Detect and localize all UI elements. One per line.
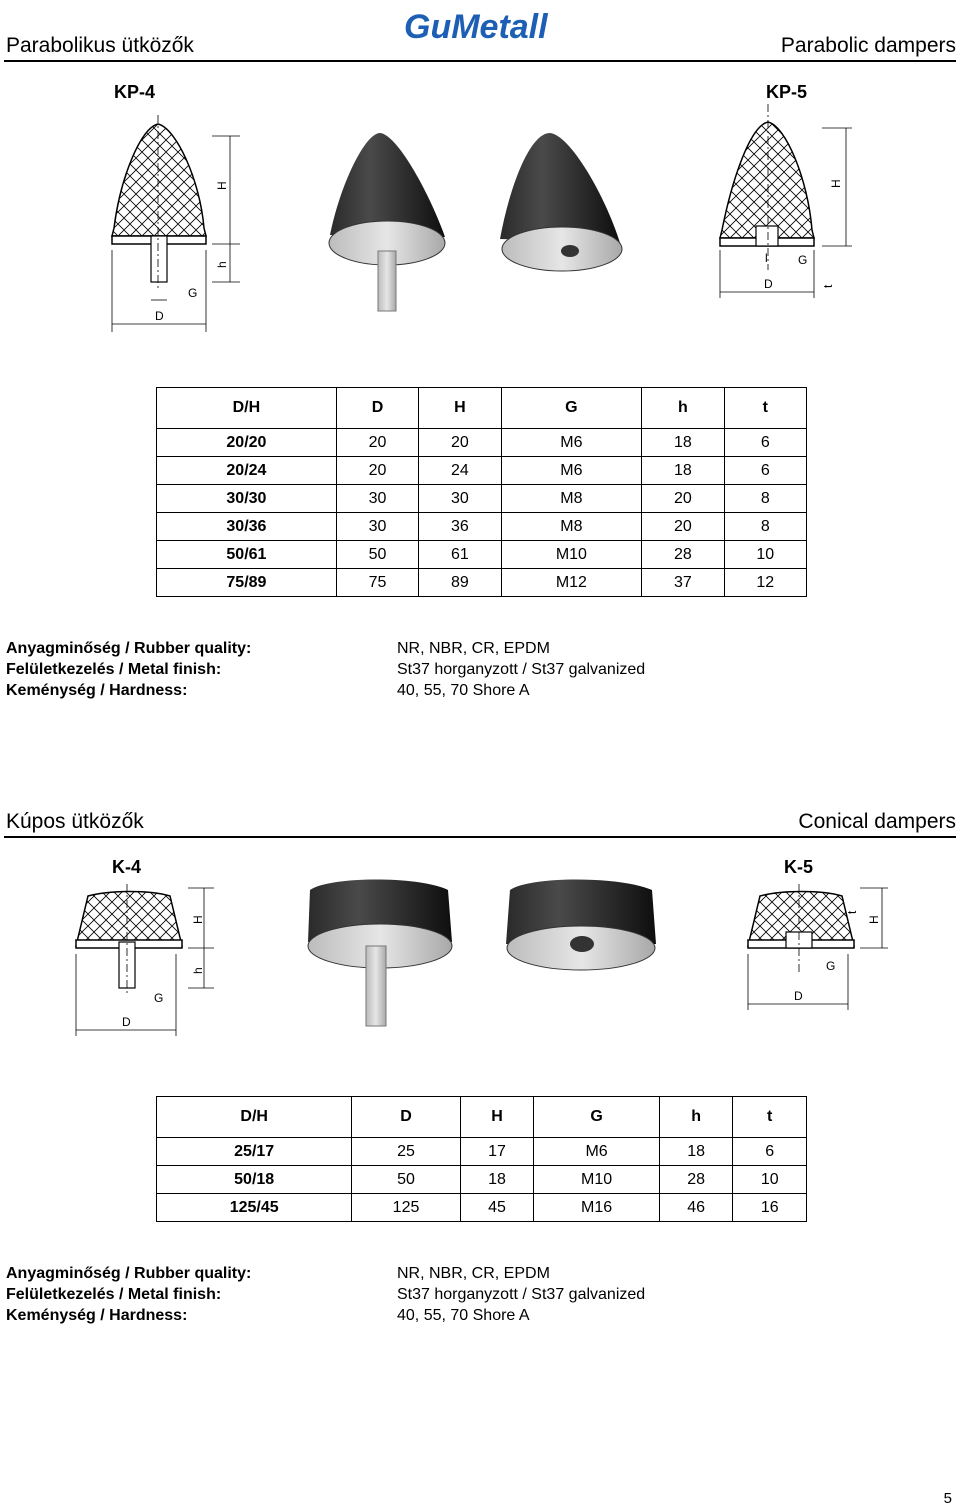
table-row [157,541,807,569]
col-header: t [724,388,806,429]
k5-drawing [742,884,892,1014]
table-row [157,485,807,513]
table-cell: 8 [724,485,806,513]
col-header: H [460,1097,534,1138]
table-row [157,513,807,541]
table-cell: 20 [336,457,418,485]
kp4-H-label: H [215,181,229,190]
props-labels-2 [6,1263,251,1326]
table-cell: 6 [724,429,806,457]
title-en-parabolic: Parabolic dampers [780,34,956,57]
table-row [157,1194,807,1222]
table-cell: 37 [642,569,724,597]
k5-t-label: t [845,910,859,914]
table-cell: 50 [352,1166,460,1194]
props-values-1 [397,638,645,701]
table-cell: 89 [419,569,501,597]
col-header: G [534,1097,660,1138]
col-header: H [419,388,501,429]
header-rule-2 [4,836,956,838]
k5-G-label: G [826,959,836,973]
metal-finish-value: St37 horganyzott / St37 galvanized [397,1286,646,1303]
table-cell: 50/18 [157,1166,352,1194]
table-cell: M6 [534,1138,660,1166]
table-cell: 28 [642,541,724,569]
table-cell: 8 [724,513,806,541]
kp5-rubber-section [720,122,814,238]
col-header: h [659,1097,733,1138]
k5-D-label: D [794,989,803,1003]
rubber-quality-label: Anyagminőség / Rubber quality: [6,1265,252,1282]
table-row [157,569,807,597]
k-stud-photo [366,946,386,1026]
props-values-2 [397,1263,645,1326]
kp-stud-photo [378,251,396,311]
table-cell: 18 [642,457,724,485]
k5-H-label: H [867,915,881,924]
table-cell: M8 [501,485,642,513]
props-labels-1 [6,638,251,701]
rubber-quality-label: Anyagminőség / Rubber quality: [6,640,252,657]
table-cell: 50 [336,541,418,569]
kp-photos [320,125,640,320]
table-cell: 6 [733,1138,807,1166]
hardness-value: 40, 55, 70 Shore A [397,1307,530,1324]
metal-finish-label: Felületkezelés / Metal finish: [6,1286,222,1303]
table-cell: M16 [534,1194,660,1222]
table-row [157,1166,807,1194]
hardness-value: 40, 55, 70 Shore A [397,682,530,699]
table-cell: 25 [352,1138,460,1166]
table-cell: 24 [419,457,501,485]
kp4-drawing [100,110,250,340]
model-kp4: KP-4 [114,82,156,102]
table-cell: M6 [501,457,642,485]
table-cell: 30/30 [157,485,337,513]
table-cell: 20/20 [157,429,337,457]
metal-finish-value: St37 horganyzott / St37 galvanized [397,661,646,678]
metal-finish-label: Felületkezelés / Metal finish: [6,661,222,678]
kp4-h-label: h [215,261,229,268]
col-header: h [642,388,724,429]
table-cell: 28 [659,1166,733,1194]
kp5-G-label: G [798,253,808,267]
kp5-drawing [712,100,862,300]
table-cell: 30 [336,513,418,541]
kp4-rubber-section [112,124,206,236]
model-kp5: KP-5 [766,82,808,102]
model-k5: K-5 [784,857,814,877]
col-header: D [352,1097,460,1138]
table-cell: 75/89 [157,569,337,597]
table-row [157,457,807,485]
table-cell: 46 [659,1194,733,1222]
table-cell: 36 [419,513,501,541]
table-cell: 6 [724,457,806,485]
kp5-t-label: t [821,284,835,288]
kp4-stud [151,236,167,282]
kp5-l-label: l [765,251,768,265]
spec-table-parabolic [156,387,807,597]
spec-table-conical [156,1096,807,1222]
table-cell: 20/24 [157,457,337,485]
k4-drawing [70,884,220,1044]
table-cell: 125 [352,1194,460,1222]
page-number: 5 [943,1490,952,1507]
table-cell: 61 [419,541,501,569]
k4-h-label: h [191,967,205,974]
k4-H-label: H [191,915,205,924]
table-cell: 18 [642,429,724,457]
kp5-D-label: D [764,277,773,291]
table-cell: 12 [724,569,806,597]
rubber-quality-value: NR, NBR, CR, EPDM [397,1265,550,1282]
title-hu-parabolic: Parabolikus ütközők [6,34,194,57]
kp-nut-photo [561,245,579,257]
table-cell: 45 [460,1194,534,1222]
kp4-G-label: G [188,286,198,300]
col-header: t [733,1097,807,1138]
col-header: G [501,388,642,429]
title-hu-conical: Kúpos ütközők [6,810,144,833]
table-cell: 50/61 [157,541,337,569]
table-cell: 18 [460,1166,534,1194]
header-rule-1 [4,60,956,62]
table-cell: M12 [501,569,642,597]
hardness-label: Keménység / Hardness: [6,682,188,699]
brand-logo-text: GuMetall [404,8,548,46]
kp5-H-label: H [829,179,843,188]
col-header: D/H [157,388,337,429]
k-photos [300,872,670,1032]
table-row [157,1138,807,1166]
table-cell: 25/17 [157,1138,352,1166]
table-cell: 10 [733,1166,807,1194]
k-nut-photo [570,936,594,952]
table-cell: 20 [336,429,418,457]
hardness-label: Keménység / Hardness: [6,1307,188,1324]
table-cell: M6 [501,429,642,457]
table-cell: 18 [659,1138,733,1166]
table-cell: 30 [336,485,418,513]
rubber-quality-value: NR, NBR, CR, EPDM [397,640,550,657]
table-cell: M8 [501,513,642,541]
table-cell: 20 [642,485,724,513]
table-cell: 20 [419,429,501,457]
table-row [157,429,807,457]
kp5-insert [756,226,778,246]
table-cell: 30/36 [157,513,337,541]
k4-G-label: G [154,991,164,1005]
table-cell: 75 [336,569,418,597]
title-en-conical: Conical dampers [798,810,956,833]
table-cell: 17 [460,1138,534,1166]
table-cell: 30 [419,485,501,513]
table-cell: 10 [724,541,806,569]
k4-D-label: D [122,1015,131,1029]
kp4-D-label: D [155,309,164,323]
table-cell: M10 [501,541,642,569]
table-cell: 125/45 [157,1194,352,1222]
col-header: D [336,388,418,429]
k4-rubber-section [76,892,182,947]
table-cell: M10 [534,1166,660,1194]
table-cell: 16 [733,1194,807,1222]
kp-cone-photo-2 [500,133,620,243]
table-cell: 20 [642,513,724,541]
col-header: D/H [157,1097,352,1138]
model-k4: K-4 [112,857,142,877]
brand-logo [400,2,565,50]
